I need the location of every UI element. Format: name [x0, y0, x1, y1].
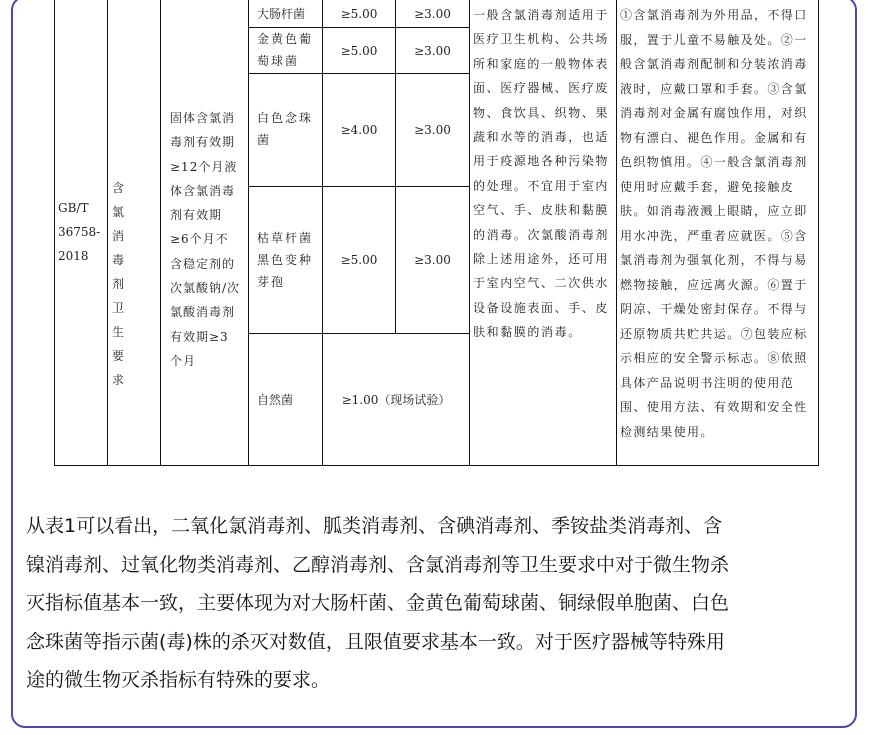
- value-candida-2: ≥3.00: [414, 123, 451, 137]
- paragraph-line: 镍消毒剂、过氧化物类消毒剂、乙醇消毒剂、含氯消毒剂等卫生要求中对于微生物杀: [26, 553, 730, 576]
- application-scope: 一般含氯消毒剂适用于医疗卫生机构、公共场所和家庭的一般物体表面、医疗器械、医疗废物、食饮具、织物、果蔬和水等的消毒，也适用于疫源地各种污染物的处理。不宜用于室内空气、手、皮肤和黏膜的消毒。次氯酸消毒剂除上述用途外，还可用于室内空气、二次供水设备设施表面、手、皮肤和黏膜的消毒。: [473, 8, 610, 340]
- value-staph-2: ≥3.00: [414, 43, 451, 58]
- organism-bacillus: 枯草杆菌黑色变种芽孢: [257, 231, 314, 289]
- organism-staph: 金黄色葡萄球菌: [257, 32, 314, 68]
- paragraph-line: 途的微生物灭杀指标有特殊的要求。: [26, 669, 331, 691]
- paragraph-line: 从表1可以看出，二氧化氯消毒剂、胍类消毒剂、含碘消毒剂、季铵盐类消毒剂、含: [26, 515, 723, 537]
- paragraph-line: 灭指标值基本一致，主要体现为对大肠杆菌、金黄色葡萄球菌、铜绿假单胞菌、白色: [26, 592, 730, 614]
- value-staph-1: ≥5.00: [340, 43, 378, 58]
- value-bacillus-2: ≥3.00: [414, 253, 451, 267]
- standards-table: [54, 0, 819, 466]
- value-candida-1: ≥4.00: [340, 123, 378, 137]
- validity-period: 固体含氯消毒剂有效期≥12个月液体含氯消毒剂有效期≥6个月不含稳定剂的次氯酸钠/次氯酸消毒剂有效期≥3个月: [170, 111, 241, 368]
- summary-paragraph: [26, 507, 850, 700]
- standard-code: GB/T 36758-2018: [58, 201, 101, 263]
- value-ecoli-2: ≥3.00: [414, 6, 451, 21]
- organism-natural: 自然菌: [257, 392, 294, 407]
- value-natural: ≥1.00（现场试验）: [341, 392, 451, 407]
- paragraph-line: 念珠菌等指示菌(毒)株的杀灭对数值，且限值要求基本一致。对于医疗器械等特殊用: [26, 630, 725, 653]
- value-bacillus-1: ≥5.00: [340, 253, 378, 267]
- requirement-name: 含氯消毒剂卫生要求: [112, 181, 141, 387]
- precautions-notes: ①含氯消毒剂为外用品，不得口服，置于儿童不易触及处。②一般含氯消毒剂配制和分装浓消毒液时，应戴口罩和手套。③含氯消毒剂对金属有腐蚀作用，对织物有漂白、褪色作用。金属和有色织物慎用。④一般含氯消毒剂使用时应戴手套，避免接触皮肤。如消毒液溅上眼睛，应立即用水冲洗，严重者应就医。⑤含氯消毒剂为强氧化剂，不得与易燃物接触，应远离火源。⑥置于阴凉、干燥处密封保存。不得与还原物质共贮共运。⑦包装应标示相应的安全警示标志。⑧依照具体产品说明书注明的使用范围、使用方法、有效期和安全性检测结果使用。: [620, 8, 808, 439]
- organism-ecoli: 大肠杆菌: [257, 7, 306, 21]
- value-ecoli-1: ≥5.00: [340, 6, 378, 21]
- organism-candida: 白色念珠菌: [257, 111, 314, 147]
